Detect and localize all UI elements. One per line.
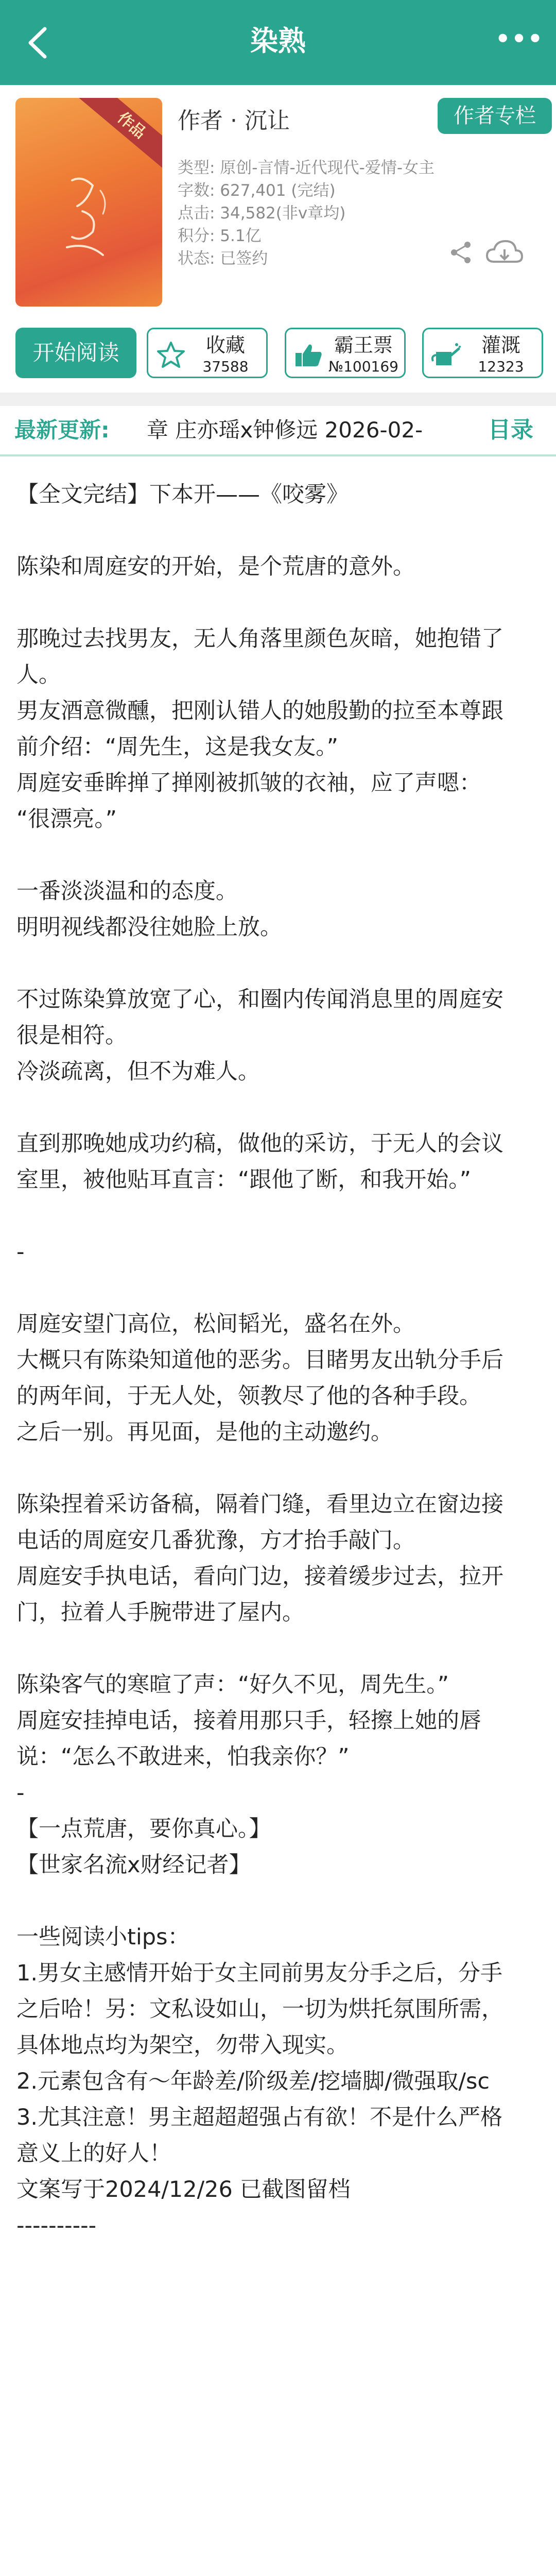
- update-underline: [0, 454, 556, 456]
- synopsis-line: 周庭安望门高位，松间韬光，盛名在外。: [16, 1311, 415, 1337]
- synopsis-text: [16, 477, 542, 2244]
- star-icon: [155, 341, 186, 369]
- synopsis-line: [16, 1198, 542, 1234]
- synopsis-line: 文案写于2024/12/26 已截图留档: [16, 2177, 351, 2202]
- thumbs-up-icon: [293, 341, 324, 369]
- synopsis-line: 【世家名流x财经记者】: [16, 1852, 251, 1878]
- synopsis-line: 【一点荒唐，要你真心。】: [16, 1816, 271, 1842]
- synopsis-line: 【全文完结】下本开——《咬雾》: [16, 482, 349, 507]
- water-button[interactable]: [422, 328, 543, 378]
- synopsis-line: 直到那晚她成功约稿，做他的采访，于无人的会议: [16, 1131, 503, 1157]
- synopsis-line: 2.元素包含有～年龄差/阶级差/挖墙脚/微强取/sc: [16, 2069, 490, 2094]
- favorite-count: 37588: [202, 358, 249, 375]
- synopsis-line: 人。: [16, 662, 61, 688]
- synopsis-line: 不过陈染算放宽了心，和圈内传闻消息里的周庭安: [16, 987, 503, 1012]
- synopsis-line: 的两年间，于无人处，领教尽了他的各种手段。: [16, 1383, 481, 1409]
- overlord-ticket-label: 霸王票: [334, 334, 393, 357]
- synopsis-line: ----------: [16, 2213, 97, 2239]
- synopsis-line: [16, 1450, 542, 1486]
- synopsis-line: [16, 1883, 542, 1919]
- synopsis-line: 之后一别。再见面，是他的主动邀约。: [16, 1419, 393, 1445]
- book-points: 积分: 5.1亿: [178, 227, 262, 245]
- synopsis-line: 陈染和周庭安的开始，是个荒唐的意外。: [16, 554, 415, 580]
- synopsis-line: 男友酒意微醺，把刚认错人的她殷勤的拉至本尊跟: [16, 698, 503, 724]
- synopsis-line: 室里，被他贴耳直言：“跟他了断，和我开始。”: [16, 1167, 472, 1193]
- author-line[interactable]: 作者 · 沉让: [178, 108, 290, 134]
- synopsis-line: 意义上的好人！: [16, 2141, 171, 2166]
- water-label: 灌溉: [481, 334, 520, 357]
- favorite-button[interactable]: [147, 328, 268, 378]
- synopsis-line: 很是相符。: [16, 1023, 127, 1048]
- synopsis-line: 门，拉着人手腕带进了屋内。: [16, 1600, 304, 1625]
- synopsis-line: 一些阅读小tips：: [16, 1924, 190, 1950]
- book-word-count: 字数: 627,401 (完结): [178, 181, 336, 200]
- synopsis-line: [16, 585, 542, 621]
- synopsis-line: 之后哈！另：文私设如山，一切为烘托氛围所需，: [16, 1996, 503, 2022]
- synopsis-line: [16, 1631, 542, 1667]
- synopsis-line: 周庭安垂眸掸了掸刚被抓皱的衣袖，应了声嗯：: [16, 770, 481, 796]
- watering-can-icon: [431, 341, 462, 369]
- synopsis-line: 说：“怎么不敢进来，怕我亲你？”: [16, 1744, 350, 1770]
- cloud-download-icon[interactable]: [484, 237, 525, 268]
- synopsis-line: 大概只有陈染知道他的恶劣。目睹男友出轨分手后: [16, 1347, 503, 1373]
- water-count: 12323: [478, 358, 524, 375]
- synopsis-line: [16, 513, 542, 549]
- start-reading-button[interactable]: 开始阅读: [15, 328, 136, 378]
- latest-update-text[interactable]: 章 庄亦瑶x钟修远 2026-02-: [147, 417, 423, 443]
- overlord-ticket-count: №100169: [328, 358, 398, 375]
- overlord-ticket-button[interactable]: [285, 328, 406, 378]
- cover-calligraphy-icon: [51, 165, 124, 268]
- synopsis-line: [16, 1270, 542, 1306]
- synopsis-line: 前介绍：“周先生，这是我女友。”: [16, 734, 339, 760]
- page-title: 染熟: [250, 25, 306, 57]
- synopsis-line: “很漂亮。”: [16, 806, 117, 832]
- section-divider: [0, 393, 556, 406]
- book-clicks: 点击: 34,582(非v章均): [178, 204, 346, 223]
- synopsis-line: 冷淡疏离，但不为难人。: [16, 1059, 260, 1084]
- book-status: 状态: 已签约: [178, 249, 268, 268]
- synopsis-line: 1.男女主感情开始于女主同前男友分手之后，分手: [16, 1960, 503, 1986]
- synopsis-line: 陈染捏着采访备稿，隔着门缝，看里边立在窗边接: [16, 1492, 503, 1517]
- synopsis-line: -: [16, 1239, 25, 1265]
- book-type: 类型: 原创-言情-近代现代-爱情-女主: [178, 159, 435, 177]
- catalog-link[interactable]: 目录: [488, 417, 533, 443]
- more-menu-icon[interactable]: •••: [495, 25, 544, 53]
- synopsis-line: [16, 945, 542, 981]
- synopsis-line: 明明视线都没往她脸上放。: [16, 914, 282, 940]
- favorite-label: 收藏: [205, 334, 245, 357]
- top-bar: [0, 0, 556, 85]
- synopsis-line: 陈染客气的寒暄了声：“好久不见，周先生。”: [16, 1672, 449, 1698]
- synopsis-line: 周庭安挂掉电话，接着用那只手，轻擦上她的唇: [16, 1708, 481, 1734]
- share-icon[interactable]: [448, 240, 474, 265]
- latest-update-label: 最新更新:: [14, 417, 110, 443]
- synopsis-line: 周庭安手执电话，看向门边，接着缓步过去，拉开: [16, 1564, 503, 1589]
- synopsis-line: -: [16, 1780, 25, 1806]
- synopsis-line: [16, 1090, 542, 1126]
- synopsis-line: 电话的周庭安几番犹豫，方才抬手敲门。: [16, 1528, 415, 1553]
- synopsis-line: 那晚过去找男友，无人角落里颜色灰暗，她抱错了: [16, 626, 503, 652]
- book-cover[interactable]: [15, 98, 162, 307]
- synopsis-line: [16, 837, 542, 873]
- cover-ribbon: 作品: [78, 98, 162, 173]
- synopsis-line: 一番淡淡温和的态度。: [16, 878, 238, 904]
- synopsis-line: 具体地点均为架空，勿带入现实。: [16, 2032, 349, 2058]
- author-column-button[interactable]: 作者专栏: [438, 98, 552, 134]
- synopsis-line: 3.尤其注意！男主超超超强占有欲！不是什么严格: [16, 2105, 503, 2130]
